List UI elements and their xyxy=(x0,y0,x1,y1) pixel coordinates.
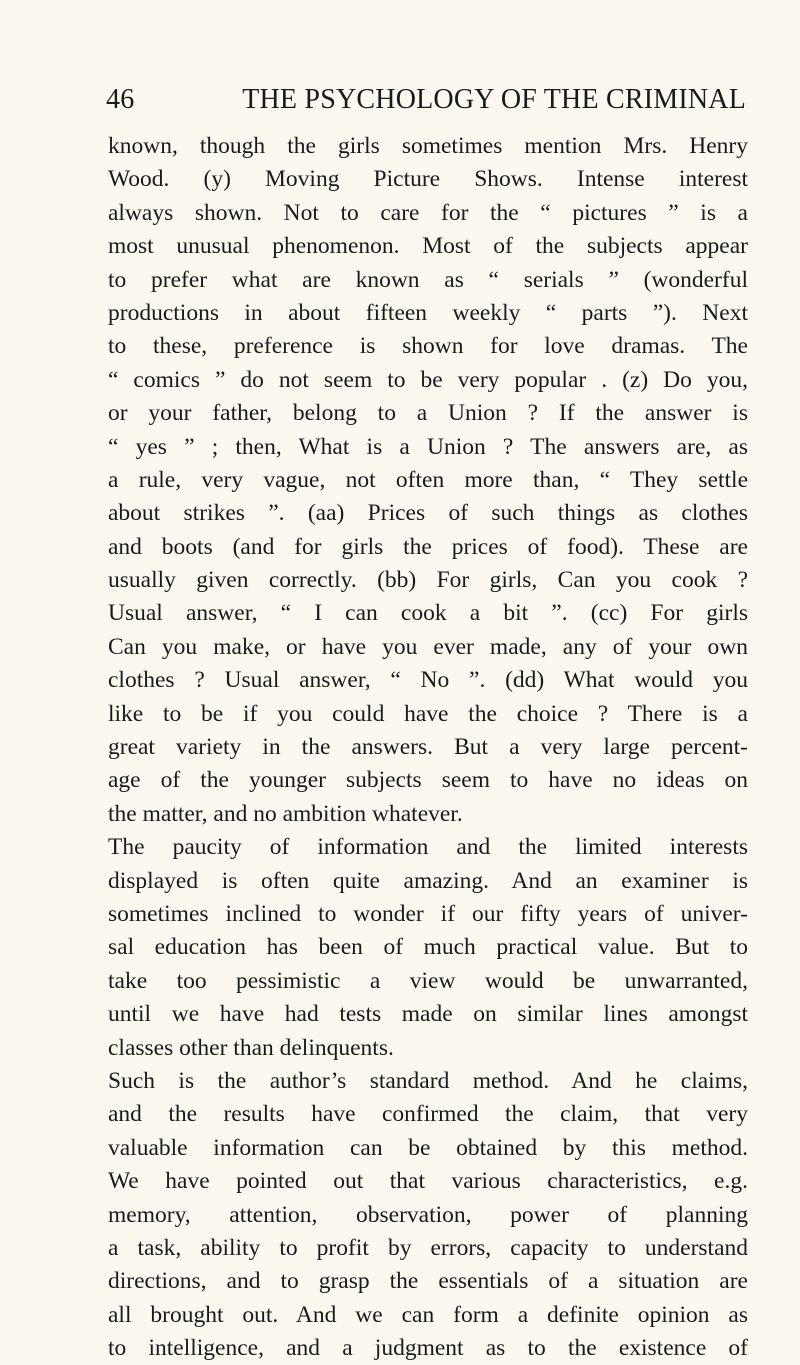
text-line: and the results have confirmed the claim, that very xyxy=(108,1101,748,1128)
text-line: take too pessimistic a view would be unwarranted, xyxy=(108,967,748,994)
text-line: to prefer what are known as “ serials ” (wonderful xyxy=(108,266,748,293)
text-line: like to be if you could have the choice ? There is a xyxy=(108,700,748,727)
text-line: to intelligence, and a judgment as to the existence of xyxy=(108,1335,748,1362)
text-line: sal education has been of much practical value. But to xyxy=(108,934,748,961)
text-line: age of the younger subjects seem to have no ideas on xyxy=(108,767,748,794)
page-number: 46 xyxy=(106,84,135,115)
text-line: valuable information can be obtained by this method. xyxy=(108,1134,748,1161)
text-line: Such is the author’s standard method. And he claims, xyxy=(108,1067,748,1094)
text-line: The paucity of information and the limited interests xyxy=(108,834,748,861)
text-line: a rule, very vague, not often more than, “ They settle xyxy=(108,466,748,493)
text-line: known, though the girls sometimes mention Mrs. Henry xyxy=(108,133,748,159)
text-line: a task, ability to profit by errors, capacity to understand xyxy=(108,1234,748,1261)
text-line: sometimes inclined to wonder if our fifty years of univer- xyxy=(108,900,748,927)
text-line: most unusual phenomenon. Most of the subjects appear xyxy=(108,233,748,260)
text-line: great variety in the answers. But a very large percent- xyxy=(108,734,748,761)
text-line: Usual answer, “ I can cook a bit ”. (cc) For girls xyxy=(108,600,748,627)
text-line: the matter, and no ambition whatever. xyxy=(108,800,463,827)
text-line: Wood. (y) Moving Picture Shows. Intense interest xyxy=(108,166,748,193)
text-line: and boots (and for girls the prices of food). These are xyxy=(108,533,748,560)
text-line: directions, and to grasp the essentials of a situation are xyxy=(108,1268,748,1295)
text-line: “ yes ” ; then, What is a Union ? The answers are, as xyxy=(108,433,748,460)
body-text xyxy=(108,130,748,1365)
text-line: clothes ? Usual answer, “ No ”. (dd) What would you xyxy=(108,667,748,694)
text-line: classes other than delinquents. xyxy=(108,1034,394,1061)
text-line: until we have had tests made on similar lines amongst xyxy=(108,1001,748,1028)
text-line: “ comics ” do not seem to be very popular . (z) Do you, xyxy=(108,366,748,393)
running-title: THE PSYCHOLOGY OF THE CRIMINAL xyxy=(242,84,746,115)
text-line: always shown. Not to care for the “ pictures ” is a xyxy=(108,199,748,226)
text-line: about strikes ”. (aa) Prices of such things as clothes xyxy=(108,500,748,527)
text-line: productions in about fifteen weekly “ parts ”). Next xyxy=(108,299,748,326)
text-line: displayed is often quite amazing. And an examiner is xyxy=(108,867,748,894)
text-line: Can you make, or have you ever made, any of your own xyxy=(108,633,748,660)
text-line: usually given correctly. (bb) For girls, Can you cook ? xyxy=(108,567,748,594)
text-line: memory, attention, observation, power of planning xyxy=(108,1201,748,1228)
text-line: all brought out. And we can form a definite opinion as xyxy=(108,1301,748,1328)
text-line: to these, preference is shown for love dramas. The xyxy=(108,333,748,360)
text-line: or your father, belong to a Union ? If the answer is xyxy=(108,400,748,427)
running-head xyxy=(106,80,746,120)
text-line: We have pointed out that various characteristics, e.g. xyxy=(108,1168,748,1195)
